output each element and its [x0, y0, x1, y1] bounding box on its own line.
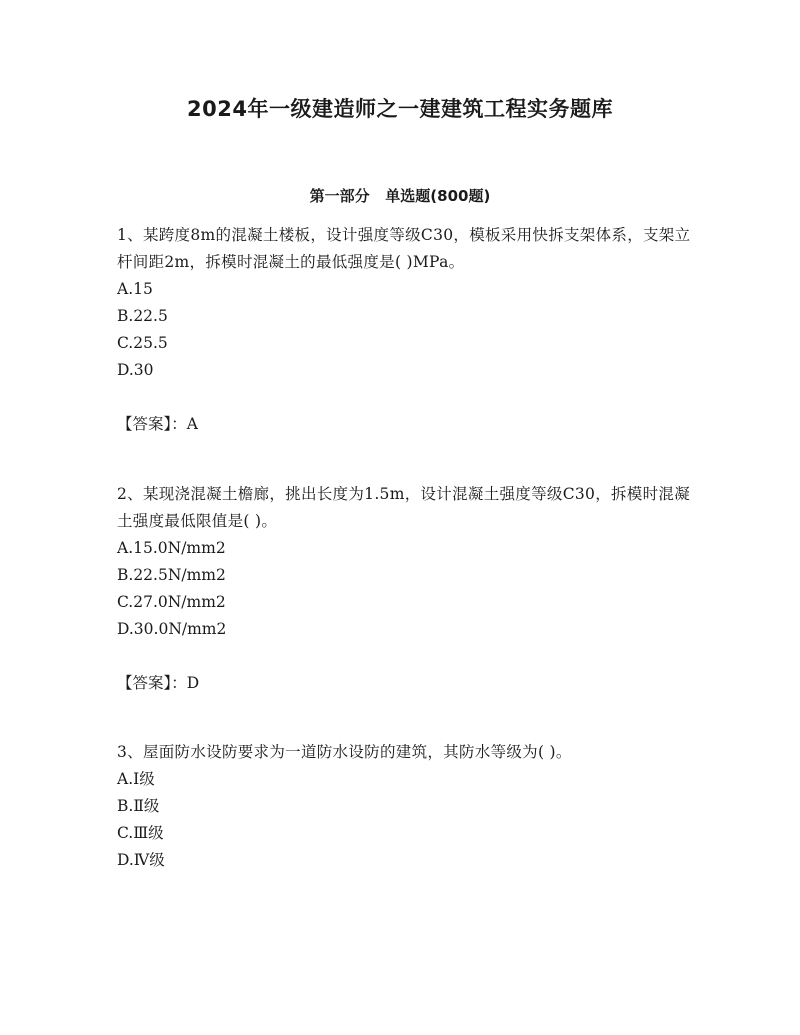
option-list: [117, 766, 697, 874]
question-stem: 2、某现浇混凝土檐廊，挑出长度为1.5m，设计混凝土强度等级C30，拆模时混凝土强度最低限值是( )。: [117, 485, 690, 530]
option-d: D.Ⅳ级: [117, 851, 165, 869]
question-2: [117, 481, 697, 697]
option-b: B.22.5: [117, 307, 168, 325]
option-a: A.15.0N/mm2: [117, 539, 226, 557]
option-a: A.15: [117, 280, 153, 298]
option-c: C.27.0N/mm2: [117, 593, 226, 611]
option-d: D.30.0N/mm2: [117, 620, 227, 638]
document-title: 2024年一级建造师之一建建筑工程实务题库: [187, 97, 613, 121]
answer-line: 【答案】：D: [117, 674, 200, 692]
option-a: A.Ⅰ级: [117, 770, 155, 788]
question-stem: 3、屋面防水设防要求为一道防水设防的建筑，其防水等级为( )。: [117, 743, 572, 761]
option-b: B.Ⅱ级: [117, 797, 160, 815]
option-c: C.25.5: [117, 334, 168, 352]
section-title: 第一部分 单选题(800题): [309, 187, 491, 205]
question-stem: 1、某跨度8m的混凝土楼板，设计强度等级C30，模板采用快拆支架体系，支架立杆间距2m，拆模时混凝土的最低强度是( )MPa。: [117, 226, 691, 271]
option-c: C.Ⅲ级: [117, 824, 164, 842]
answer-line: 【答案】：A: [117, 415, 198, 433]
option-b: B.22.5N/mm2: [117, 566, 226, 584]
option-list: [117, 535, 697, 643]
question-3: [117, 739, 697, 874]
option-d: D.30: [117, 361, 154, 379]
question-1: [117, 222, 697, 438]
option-list: [117, 276, 697, 384]
